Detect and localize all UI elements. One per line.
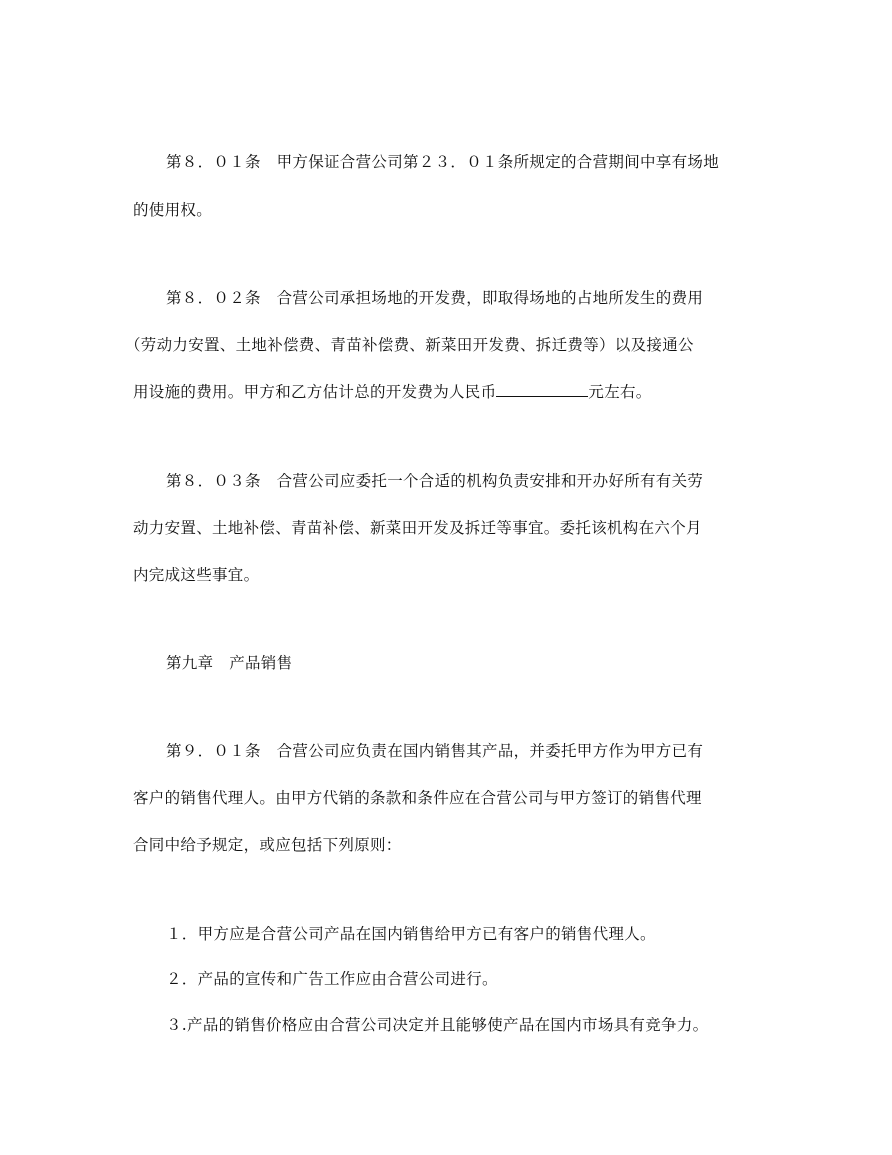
- article-9-01-line-3: 合同中给予规定，或应包括下列原则：: [133, 836, 402, 854]
- article-8-02-line-3: [133, 381, 652, 403]
- article-8-02-line-3-suffix: 元左右。: [588, 383, 652, 401]
- chapter-9-title: 第九章 产品销售: [166, 654, 293, 672]
- amount-blank-underline: [496, 382, 588, 397]
- article-9-01-line-1: 第９．０１条 合营公司应负责在国内销售其产品，并委托甲方作为甲方已有: [166, 742, 704, 760]
- article-8-02-line-2: （劳动力安置、土地补偿费、青苗补偿费、新菜田开发费、拆迁费等）以及接通公: [125, 336, 694, 354]
- principle-item-3: ３.产品的销售价格应由合营公司决定并且能够使产品在国内市场具有竞争力。: [166, 1016, 709, 1034]
- article-8-02-line-3-text: 用设施的费用。甲方和乙方估计总的开发费为人民币: [133, 383, 497, 401]
- principle-item-1: １．甲方应是合营公司产品在国内销售给甲方已有客户的销售代理人。: [166, 925, 656, 943]
- article-8-01-line-1: 第８．０１条 甲方保证合营公司第２３．０１条所规定的合营期间中享有场地: [166, 153, 720, 171]
- article-8-02-line-1: 第８．０２条 合营公司承担场地的开发费，即取得场地的占地所发生的费用: [166, 289, 704, 307]
- article-8-01-line-2: 的使用权。: [133, 201, 213, 219]
- article-8-03-line-1: 第８．０３条 合营公司应委托一个合适的机构负责安排和开办好所有有关劳: [166, 472, 704, 490]
- principle-item-2: ２．产品的宣传和广告工作应由合营公司进行。: [166, 970, 498, 988]
- article-8-03-line-2: 动力安置、土地补偿、青苗补偿、新菜田开发及拆迁等事宜。委托该机构在六个月: [133, 519, 702, 537]
- article-9-01-line-2: 客户的销售代理人。由甲方代销的条款和条件应在合营公司与甲方签订的销售代理: [133, 789, 702, 807]
- article-8-03-line-3: 内完成这些事宜。: [133, 566, 260, 584]
